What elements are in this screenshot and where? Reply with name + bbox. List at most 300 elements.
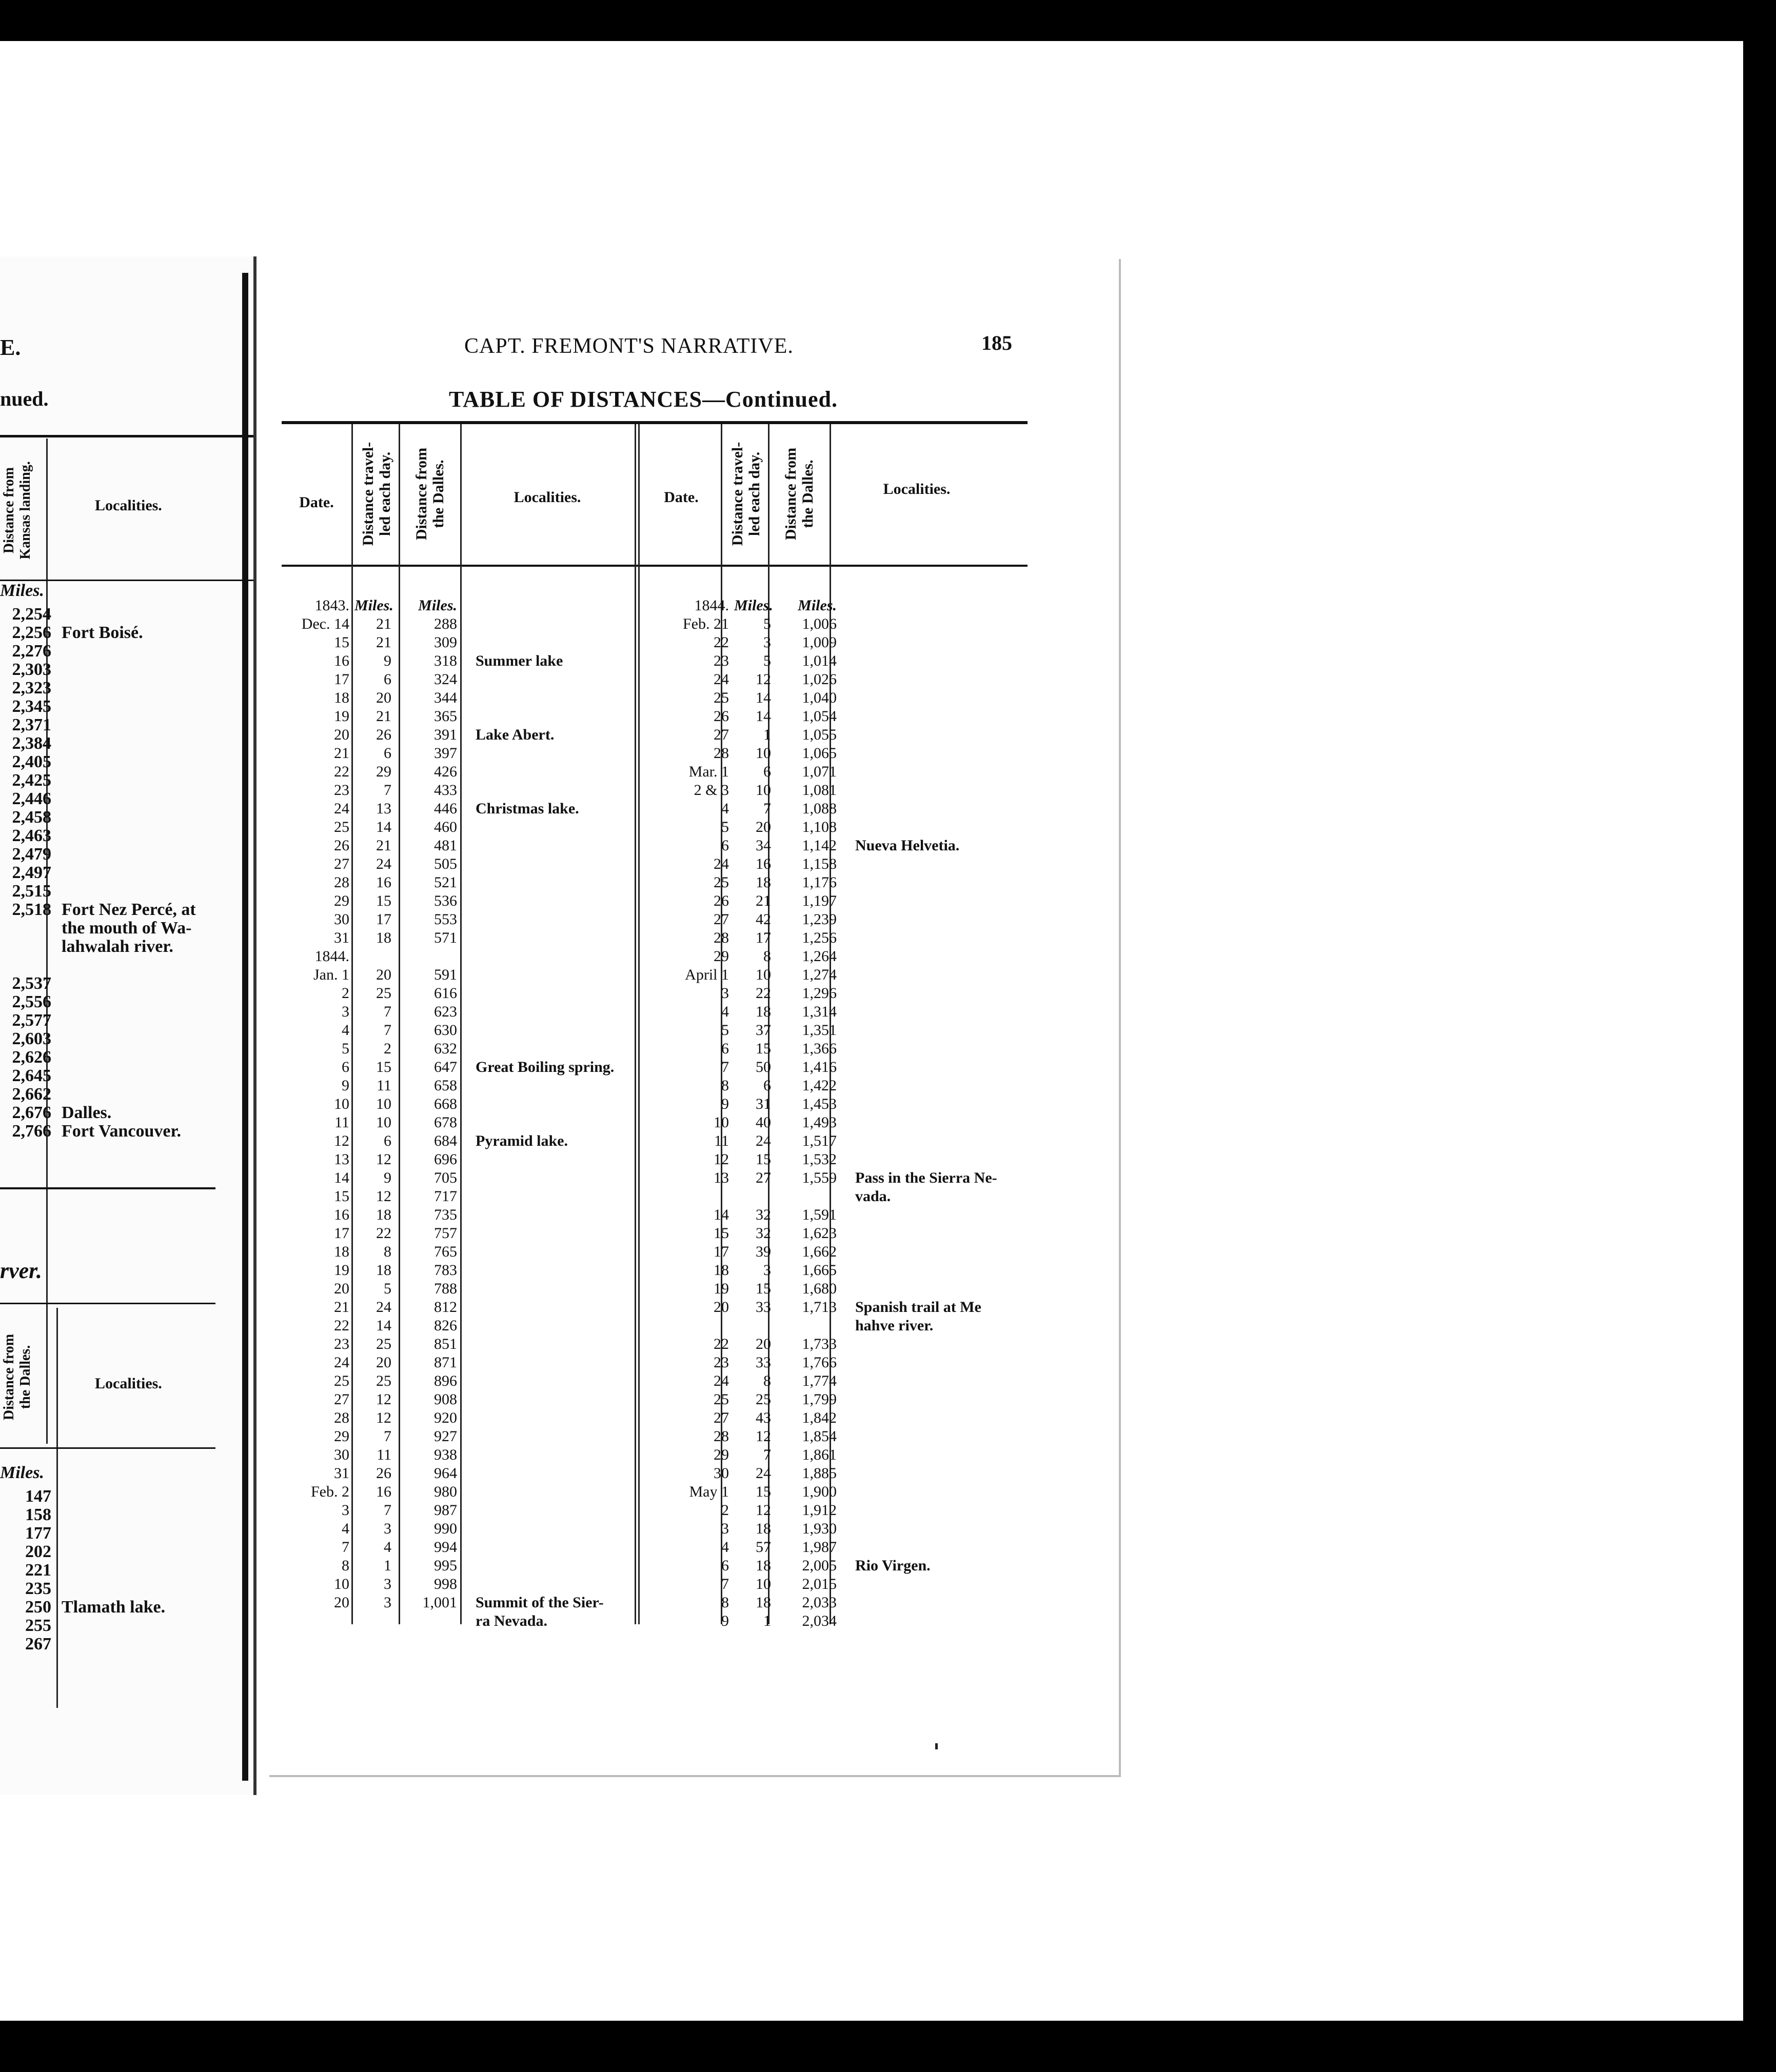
locality-cell [463,836,638,855]
date-cell: Dec. 14 [301,615,349,632]
facing-section-rule [0,1187,215,1189]
locality-cell [463,929,638,947]
day-distance-header [729,425,763,563]
day-distance-cell: 9 [384,1169,391,1186]
facing-lower-col-rule [56,1308,58,1708]
cum-distance-cell: 1,264 [802,948,837,965]
distance-cell: 2,463 [12,826,51,845]
cum-distance-cell: 536 [434,892,457,909]
date-cell: 5 [721,1022,729,1039]
distance-cell: 202 [25,1542,51,1561]
day-distance-cell: 25 [376,985,391,1002]
cum-distance-cell: 397 [434,745,457,762]
locality-cell [843,855,1012,873]
cum-distance-cell: 1,055 [802,726,837,743]
cum-distance-cell: 2,015 [802,1576,837,1592]
distance-cell: 2,405 [12,752,51,771]
cum-distance-cell: 446 [434,800,457,817]
locality-cell [463,855,638,873]
day-distance-cell: 20 [756,819,771,835]
locality-cell [463,781,638,800]
date-cell: 13 [714,1169,729,1186]
locality-cell [463,1464,638,1483]
cum-distance-cell: 1,623 [802,1225,837,1242]
locality-cell [843,1113,1012,1132]
day-distance-cell: 7 [384,1022,391,1039]
cum-distance-cell: 1,081 [802,782,837,799]
header-line: Distance from [413,447,430,541]
date-cell: 18 [334,1243,349,1260]
day-distance-cell: 26 [376,1465,391,1482]
cum-distance-cell: 571 [434,929,457,946]
day-distance-cell [734,1187,781,1206]
locality-cell [843,1409,1012,1427]
header-line: Distance from [782,447,799,541]
day-distance-cell: 6 [763,763,771,780]
locality-cell [843,1040,1012,1058]
distance-cell: 2,256 [12,623,51,642]
locality-cell [463,1187,638,1206]
locality-cell [843,1575,1012,1593]
cum-distance-cell: 920 [434,1409,457,1426]
day-distance-cell: 21 [376,615,391,632]
cum-distance-cell: 1,071 [802,763,837,780]
locality-cell: Christmas lake. [476,800,579,817]
locality-cell [463,1335,638,1353]
day-distance-cell: 42 [756,911,771,928]
locality-cell: Dalles. [62,1103,112,1122]
day-distance-cell: 25 [756,1391,771,1408]
date-cell [277,1612,354,1630]
locality-cell [843,1224,1012,1243]
day-distance-cell: 32 [756,1225,771,1242]
day-distance-cell: 34 [756,837,771,854]
day-distance-cell: 16 [376,1483,391,1500]
date-cell: 27 [714,911,729,928]
cum-distance-cell: 1,108 [802,819,837,835]
locality-cell [843,1003,1012,1021]
table-title: TABLE OF DISTANCES—Continued. [449,387,838,412]
day-distance-cell: 7 [763,1446,771,1463]
cum-distance-cell: 1,366 [802,1040,837,1057]
distance-table-left [277,596,638,1630]
date-cell: 19 [334,1262,349,1279]
day-distance-cell: 16 [376,874,391,891]
cum-distance-cell: 735 [434,1206,457,1223]
date-cell: 20 [334,726,349,743]
locality-cell [843,947,1012,966]
day-distance-cell [354,947,402,966]
locality-cell [843,652,1012,670]
cum-distance-cell: 1,416 [802,1059,837,1075]
date-cell: 24 [714,671,729,688]
day-distance-cell: 10 [756,1576,771,1592]
cum-distance-cell: 1,239 [802,911,837,928]
date-cell: 28 [714,1428,729,1445]
date-cell: 24 [334,1354,349,1371]
date-cell: 17 [334,1225,349,1242]
day-distance-cell: 12 [376,1409,391,1426]
day-distance-cell: 5 [763,652,771,669]
locality-cell [843,1335,1012,1353]
cum-distance-cell: 1,009 [802,634,837,651]
date-cell: 29 [714,948,729,965]
cum-distance-cell: 757 [434,1225,457,1242]
date-cell: 8 [342,1557,349,1574]
day-distance-cell: 3 [384,1594,391,1611]
cum-distance-cell: 668 [434,1095,457,1112]
day-distance-cell: 15 [756,1280,771,1297]
cum-distance-header [782,425,816,563]
cum-distance-cell: 1,861 [802,1446,837,1463]
locality-cell [463,633,638,652]
distance-cell: 2,497 [12,863,51,882]
day-distance-cell [354,1612,402,1630]
cum-distance-cell: 1,142 [802,837,837,854]
date-cell: 12 [334,1132,349,1149]
cum-distance-cell: 812 [434,1299,457,1316]
date-cell: 4 [342,1520,349,1537]
cum-distance-cell: 2,034 [802,1612,837,1629]
day-distance-cell: 7 [763,800,771,817]
day-distance-cell: 18 [376,1206,391,1223]
date-cell: 15 [334,1188,349,1205]
day-distance-cell: 24 [756,1132,771,1149]
locality-cell: lahwalah river. [62,937,173,956]
date-cell: 3 [342,1003,349,1020]
cum-distance-cell: 1,422 [802,1077,837,1094]
distance-cell: 147 [25,1487,51,1506]
distance-cell: 2,479 [12,845,51,864]
date-cell: 2 [342,985,349,1002]
date-cell: 9 [342,1077,349,1094]
locality-cell [463,1040,638,1058]
distance-cell: 267 [25,1635,51,1653]
day-distance-cell: 18 [756,1003,771,1020]
date-cell: 6 [721,1040,729,1057]
date-cell: 1844. [314,948,349,965]
date-cell: 25 [334,1372,349,1389]
locality-cell [463,1353,638,1372]
day-distance-cell: 12 [376,1151,391,1168]
date-cell: 21 [334,745,349,762]
day-distance-cell: 50 [756,1059,771,1075]
day-distance-cell: 11 [377,1446,391,1463]
date-cell: 17 [714,1243,729,1260]
day-distance-cell: 1 [763,1612,771,1629]
date-header: Date. [299,494,334,511]
cum-distance-cell: 616 [434,985,457,1002]
date-cell: 2 & 3 [694,782,729,799]
locality-cell [463,1575,638,1593]
cum-distance-cell: 1,054 [802,708,837,725]
date-cell: 4 [721,800,729,817]
header-line: led each day. [377,451,393,536]
locality-cell [843,726,1012,744]
date-cell: 11 [334,1114,349,1131]
day-distance-cell: 20 [376,966,391,983]
locality-cell [463,1095,638,1113]
day-distance-cell: 18 [376,1262,391,1279]
cum-distance-cell: 1,766 [802,1354,837,1371]
day-distance-cell: 24 [376,1299,391,1316]
cum-distance-cell: 505 [434,855,457,872]
date-cell: 20 [334,1594,349,1611]
distance-cell: 2,537 [12,974,51,993]
locality-cell [843,1483,1012,1501]
date-cell: 9 [721,1612,729,1629]
day-distance-cell: 2 [384,1040,391,1057]
date-cell: 28 [714,929,729,946]
date-cell: 29 [714,1446,729,1463]
day-distance-cell: 3 [384,1520,391,1537]
cum-distance-cell [402,947,463,966]
facing-upper-localities-header: Localities. [95,497,162,514]
cum-distance-cell: 391 [434,726,457,743]
cum-distance-cell: 1,591 [802,1206,837,1223]
facing-page-subheader: nued. [0,387,49,410]
day-distance-cell: 25 [376,1372,391,1389]
locality-cell [463,1427,638,1446]
day-distance-cell: 14 [376,819,391,835]
locality-cell: Summer lake [476,652,563,669]
date-cell: 26 [714,708,729,725]
locality-cell [463,1483,638,1501]
page-number: 185 [981,331,1012,354]
date-cell: 7 [721,1576,729,1592]
day-distance-cell: 1 [763,726,771,743]
header-line: the Dalles. [17,1345,33,1409]
locality-cell [463,818,638,836]
day-distance-cell: 57 [756,1539,771,1556]
cum-distance-cell: 678 [434,1114,457,1131]
cum-distance-cell: 2,033 [802,1594,837,1611]
locality-cell [843,1353,1012,1372]
date-cell: 25 [714,874,729,891]
locality-cell [463,892,638,910]
cum-distance-cell: 460 [434,819,457,835]
day-distance-cell: 40 [756,1114,771,1131]
cum-distance-cell: 1,665 [802,1262,837,1279]
header-line: the Dalles. [430,460,447,528]
cum-distance-cell: 553 [434,911,457,928]
cum-distance-cell: 481 [434,837,457,854]
locality-cell [843,1077,1012,1095]
date-cell: 26 [334,837,349,854]
cum-distance-cell: 1,930 [802,1520,837,1537]
date-cell: 26 [714,892,729,909]
locality-cell [843,689,1012,707]
date-cell: 16 [334,652,349,669]
locality-cell: Rio Virgen. [855,1557,931,1574]
cum-distance-cell [402,1612,463,1630]
locality-cell [843,800,1012,818]
day-distance-cell: 18 [756,1557,771,1574]
day-distance-cell: 26 [376,726,391,743]
date-cell: 10 [334,1576,349,1592]
day-distance-cell: 9 [384,652,391,669]
day-distance-cell: 31 [756,1095,771,1112]
date-cell: 7 [342,1539,349,1556]
day-distance-cell: 20 [376,1354,391,1371]
cum-distance-cell: 1,987 [802,1539,837,1556]
date-cell: 28 [714,745,729,762]
day-distance-cell: 24 [756,1465,771,1482]
date-cell: 5 [342,1040,349,1057]
cum-distance-cell: 980 [434,1483,457,1500]
day-distance-cell: 11 [377,1077,391,1094]
date-cell: 2 [721,1502,729,1519]
cum-distance-cell: 1,733 [802,1336,837,1352]
locality-cell [463,984,638,1003]
cum-distance-cell: 632 [434,1040,457,1057]
date-cell: 10 [714,1114,729,1131]
locality-cell [843,615,1012,633]
date-header: Date. [664,489,699,506]
locality-cell [843,1095,1012,1113]
day-distance-cell: 18 [756,1594,771,1611]
locality-cell [843,1372,1012,1390]
locality-cell: Fort Nez Percé, at [62,900,196,919]
day-distance-cell: 20 [756,1336,771,1352]
date-cell: 6 [342,1059,349,1075]
date-cell: May 1 [689,1483,729,1500]
running-head: CAPT. FREMONT'S NARRATIVE. [464,334,794,358]
date-cell: 30 [334,1446,349,1463]
day-distance-cell: Miles. [354,597,393,614]
day-distance-cell: 6 [384,1132,391,1149]
date-cell: 12 [714,1151,729,1168]
date-cell: 21 [334,1299,349,1316]
date-cell: 18 [714,1262,729,1279]
day-distance-cell: 21 [756,892,771,909]
cum-distance-cell: 788 [434,1280,457,1297]
cum-distance-cell: 684 [434,1132,457,1149]
locality-cell [463,910,638,929]
locality-cell [843,763,1012,781]
cum-distance-cell: 987 [434,1502,457,1519]
locality-cell [843,1243,1012,1261]
day-distance-cell: 15 [756,1483,771,1500]
date-cell: 20 [714,1299,729,1316]
day-distance-cell: 22 [376,1225,391,1242]
distance-cell: 2,645 [12,1066,51,1085]
cum-distance-cell: 623 [434,1003,457,1020]
day-distance-cell: 8 [763,948,771,965]
locality-cell [463,689,638,707]
day-distance-cell: 24 [376,855,391,872]
day-distance-cell: 33 [756,1299,771,1316]
cum-distance-cell: 1,296 [802,985,837,1002]
locality-cell: the mouth of Wa- [62,919,192,938]
distance-cell: 2,518 [12,900,51,919]
date-cell: 22 [714,1336,729,1352]
cum-distance-cell: 927 [434,1428,457,1445]
cum-distance-cell: 1,493 [802,1114,837,1131]
date-cell: 24 [714,855,729,872]
locality-cell [463,1021,638,1040]
locality-cell [843,1150,1012,1169]
distance-cell: 2,345 [12,697,51,716]
header-line: Distance travel- [729,442,746,546]
locality-cell [843,818,1012,836]
date-cell: 20 [334,1280,349,1297]
cum-distance-cell: 1,014 [802,652,837,669]
facing-lower-header-rule [0,1447,215,1449]
day-distance-cell: 13 [376,800,391,817]
cum-distance-cell: 433 [434,782,457,799]
cum-distance-cell: 783 [434,1262,457,1279]
cum-distance-cell: 1,713 [802,1299,837,1316]
distance-cell: 2,458 [12,808,51,827]
day-distance-cell: 43 [756,1409,771,1426]
day-distance-cell: 29 [376,763,391,780]
distance-cell: 2,323 [12,679,51,698]
cum-distance-cell: 990 [434,1520,457,1537]
date-cell: Mar. 1 [688,763,729,780]
day-distance-cell: 6 [384,745,391,762]
date-cell: 8 [721,1594,729,1611]
page-185 [269,259,1121,1777]
cum-distance-cell: 630 [434,1022,457,1039]
locality-cell [463,1298,638,1317]
locality-cell [463,1077,638,1095]
day-distance-cell: 7 [384,1502,391,1519]
units-label: Miles. [0,1463,44,1482]
distance-cell: 2,626 [12,1048,51,1067]
locality-cell: Fort Vancouver. [62,1122,181,1141]
locality-cell [843,966,1012,984]
day-distance-cell: 7 [384,1428,391,1445]
locality-cell [843,1427,1012,1446]
day-distance-cell: 3 [763,634,771,651]
distance-cell: 2,254 [12,605,51,624]
day-distance-cell: Miles. [734,597,773,614]
distance-cell: 2,603 [12,1029,51,1048]
day-distance-cell: 33 [756,1354,771,1371]
cum-distance-cell: 1,532 [802,1151,837,1168]
day-distance-cell: 12 [376,1391,391,1408]
locality-cell [463,744,638,763]
distance-cell: 2,371 [12,715,51,734]
date-cell: 9 [721,1095,729,1112]
date-cell: 24 [334,800,349,817]
day-distance-cell: 14 [376,1317,391,1334]
locality-cell [463,596,638,615]
date-cell [648,1187,734,1206]
cum-distance-cell: Miles. [798,597,837,614]
locality-cell [843,670,1012,689]
locality-cell: Pass in the Sierra Ne- [855,1169,997,1186]
date-cell: 29 [334,1428,349,1445]
locality-cell [843,1593,1012,1612]
day-distance-cell: 32 [756,1206,771,1223]
day-distance-cell: 8 [763,1372,771,1389]
day-distance-cell: 27 [756,1169,771,1186]
locality-cell [463,1446,638,1464]
date-cell: 27 [714,1409,729,1426]
distance-cell: 2,662 [12,1085,51,1104]
cum-distance-cell: 647 [434,1059,457,1075]
cum-distance-cell: 365 [434,708,457,725]
locality-cell [843,633,1012,652]
date-cell: 6 [721,837,729,854]
day-distance-cell: 5 [384,1280,391,1297]
distance-cell: 177 [25,1524,51,1543]
day-distance-cell: 12 [756,671,771,688]
locality-cell [843,1261,1012,1280]
distance-cell: 2,276 [12,642,51,661]
